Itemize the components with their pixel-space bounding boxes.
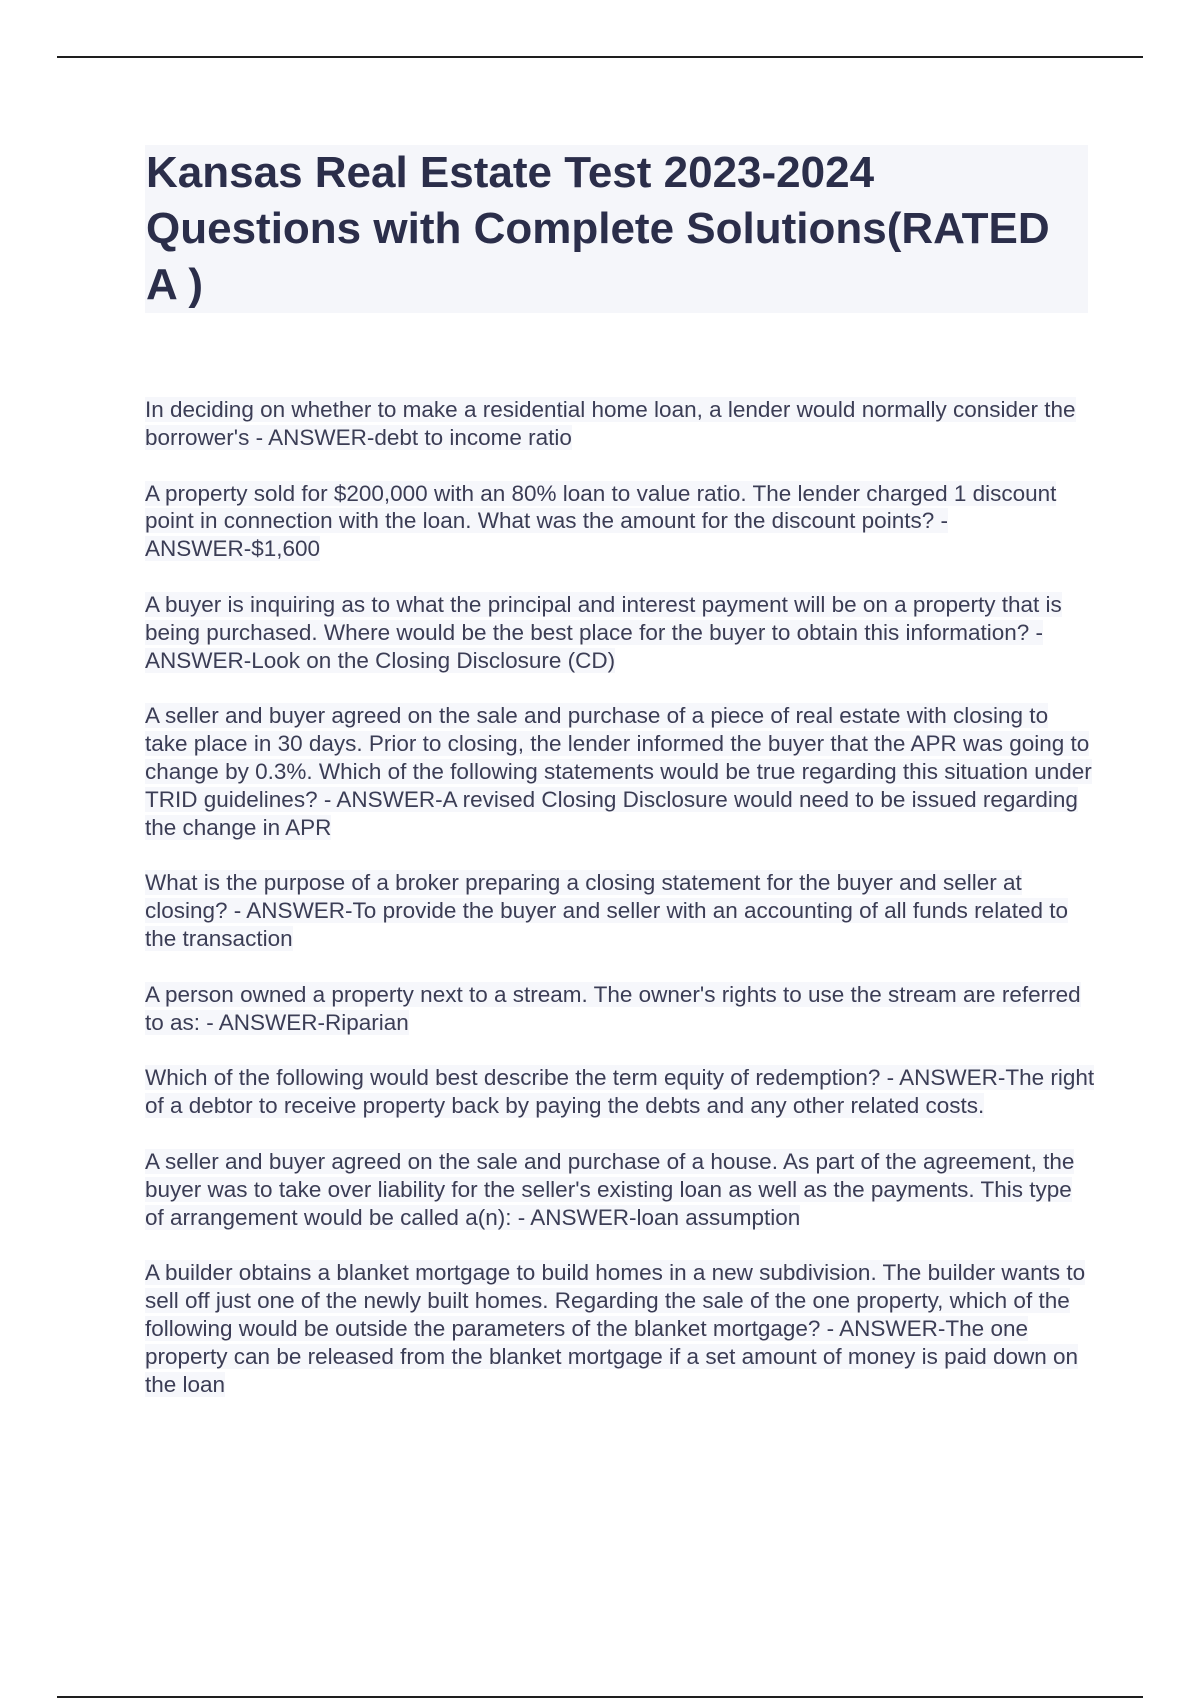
top-rule — [57, 56, 1143, 58]
qa-text: A buyer is inquiring as to what the principal and interest payment will be on a property that is being purchased. Where would be the best place for the buyer to obtain this information? - ANSWER-Look on the Closing Disclosure (CD) — [145, 591, 1062, 673]
qa-list — [145, 396, 1095, 1426]
qa-item — [145, 1259, 1095, 1398]
qa-item — [145, 480, 1095, 563]
qa-item — [145, 981, 1095, 1037]
qa-item — [145, 1148, 1095, 1231]
qa-text: A person owned a property next to a stream. The owner's rights to use the stream are referred to as: - ANSWER-Riparian — [145, 981, 1081, 1035]
title-block — [145, 145, 1088, 313]
qa-text: A builder obtains a blanket mortgage to build homes in a new subdivision. The builder wants to sell off just one of the newly built homes. Regarding the sale of the one property, which of the following would be outside the parameters of the blanket mortgage? - ANSWER-The one property can be released from the blanket mortgage if a set amount of money is paid down on the loan — [145, 1260, 1086, 1397]
qa-text: A property sold for $200,000 with an 80% loan to value ratio. The lender charged 1 discount point in connection with the loan. What was the amount for the discount points? - ANSWER-$1,600 — [145, 480, 1057, 562]
qa-item — [145, 396, 1095, 452]
qa-text: A seller and buyer agreed on the sale and purchase of a house. As part of the agreement, the buyer was to take over liability for the seller's existing loan as well as the payments. This type of arrangement would be called a(n): - ANSWER-loan assumption — [145, 1148, 1075, 1230]
bottom-rule — [57, 1696, 1143, 1698]
qa-text: In deciding on whether to make a residential home loan, a lender would normally consider the borrower's - ANSWER-debt to income ratio — [145, 397, 1076, 450]
document-title: Kansas Real Estate Test 2023-2024 Questions with Complete Solutions(RATED A ) — [146, 148, 1050, 309]
qa-item — [145, 1064, 1095, 1120]
qa-text: Which of the following would best describe the term equity of redemption? - ANSWER-The right of a debtor to receive property back by paying the debts and any other related costs. — [145, 1065, 1095, 1119]
qa-text: A seller and buyer agreed on the sale and purchase of a piece of real estate with closing to take place in 30 days. Prior to closing, the lender informed the buyer that the APR was going to change by 0.3%. Which of the following statements would be true regarding this situation under TRID guidelines? - ANSWER-A revised Closing Disclosure would need to be issued regarding the change in APR — [145, 703, 1092, 840]
qa-item — [145, 702, 1095, 841]
qa-text: What is the purpose of a broker preparing a closing statement for the buyer and seller at closing? - ANSWER-To provide the buyer and seller with an accounting of all funds related to the transaction — [145, 870, 1068, 951]
qa-item — [145, 591, 1095, 674]
qa-item — [145, 869, 1095, 952]
